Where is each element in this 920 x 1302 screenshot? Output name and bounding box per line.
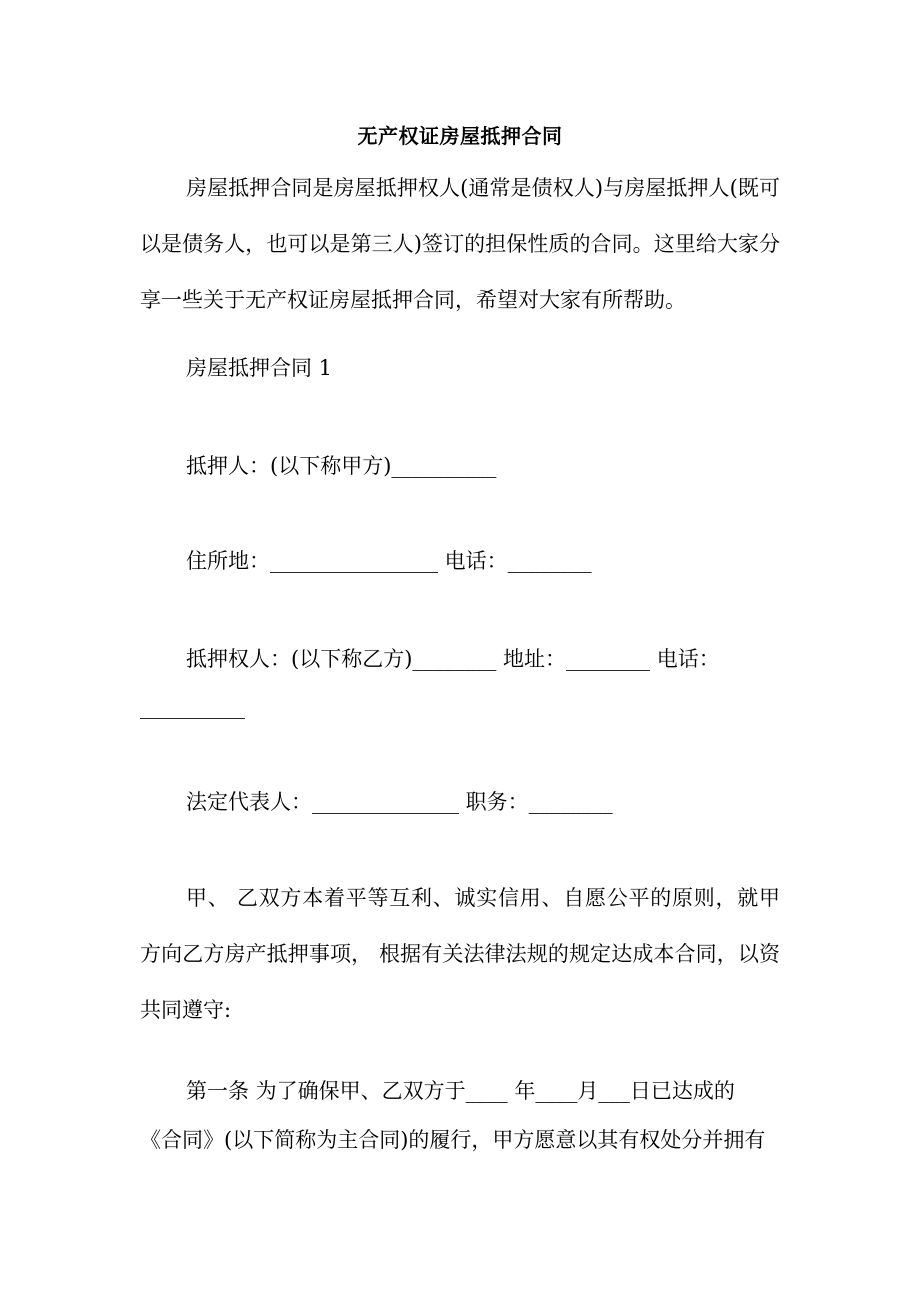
residence-line: 住所地：________________ 电话：________	[186, 549, 592, 573]
mortgagee-line-continued: __________	[140, 695, 245, 719]
legal-representative-line: 法定代表人：______________ 职务：________	[186, 790, 613, 814]
document-title: 无产权证房屋抵押合同	[357, 124, 563, 148]
agreement-paragraph: 甲、 乙双方本着平等互利、诚实信用、自愿公平的原则，就甲方向乙方房产抵押事项， 根据有关法律法规的规定达成本合同，以资共同遵守:	[140, 886, 780, 1022]
section-heading: 房屋抵押合同 1	[186, 356, 333, 380]
mortgagee-line: 抵押权人：(以下称乙方)________ 地址：________ 电话：	[186, 647, 720, 671]
intro-paragraph: 房屋抵押合同是房屋抵押权人(通常是债权人)与房屋抵押人(既可以是债务人，也可以是第三人)签订的担保性质的合同。这里给大家分享一些关于无产权证房屋抵押合同，希望对大家有所帮助。	[140, 176, 780, 312]
article-1-line-2: 《合同》(以下简称为主合同)的履行，甲方愿意以其有权处分并拥有	[140, 1128, 766, 1152]
mortgagor-line: 抵押人：(以下称甲方)__________	[186, 454, 497, 478]
article-1-line-1: 第一条 为了确保甲、乙双方于____ 年____月___日已达成的	[186, 1079, 735, 1103]
